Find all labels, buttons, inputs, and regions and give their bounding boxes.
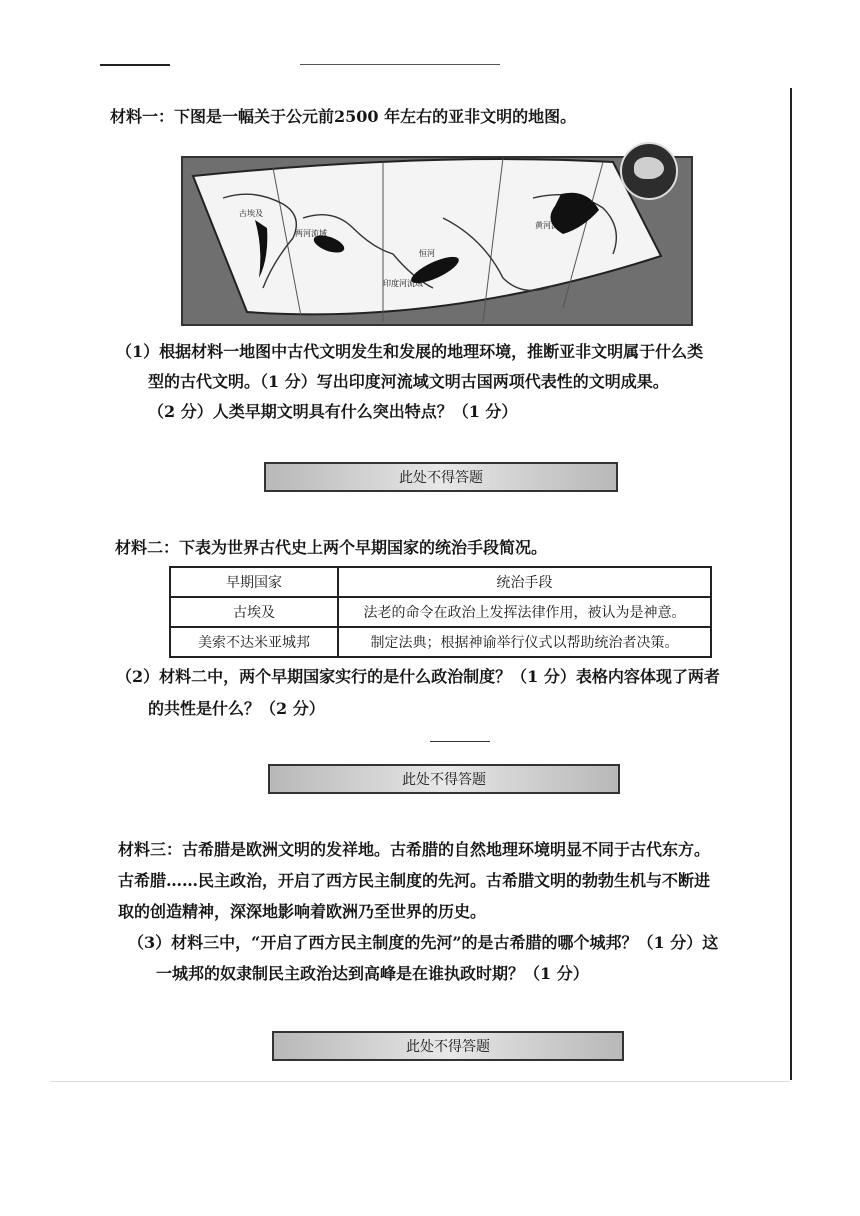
top-rule-right	[300, 64, 500, 65]
q1-line3: （2 分）人类早期文明具有什么突出特点？（1 分）	[148, 402, 518, 421]
ancient-civilizations-map	[181, 156, 693, 326]
binding-line	[790, 88, 792, 1080]
material1-text: 下图是一幅关于公元前2500 年左右的亚非文明的地图。	[174, 107, 577, 126]
map-label-3: 印度河流域	[383, 279, 423, 288]
material3-line2: 古希腊……民主政治，开启了西方民主制度的先河。古希腊文明的勃勃生机与不断进	[118, 871, 711, 890]
map-graphic	[183, 158, 691, 324]
material3-line3: 取的创造精神，深深地影响着欧洲乃至世界的历史。	[118, 902, 487, 921]
map-label-2: 两河流域	[295, 229, 327, 238]
rule-methods-table	[169, 566, 712, 658]
table-row	[170, 597, 711, 627]
material1-label: 材料一：	[110, 107, 175, 126]
table-cell-state: 美索不达米亚城邦	[170, 627, 338, 657]
table-header-row	[170, 567, 711, 597]
material2-heading	[115, 533, 547, 563]
q1-line2: 型的古代文明。（1 分）写出印度河流域文明古国两项代表性的文明成果。	[148, 372, 669, 391]
material3-line1: 材料三：古希腊是欧洲文明的发祥地。古希腊的自然地理环境明显不同于古代东方。	[118, 840, 711, 859]
table-cell-method: 法老的命令在政治上发挥法律作用，被认为是神意。	[338, 597, 711, 627]
q3-line2: 一城邦的奴隶制民主政治达到高峰是在谁执政时期？（1 分）	[156, 964, 589, 983]
map-label-4: 恒河	[419, 249, 435, 258]
map-label-5: 黄河流域	[535, 221, 567, 230]
table-header-state: 早期国家	[170, 567, 338, 597]
table-header-method: 统治手段	[338, 567, 711, 597]
map-label-1: 古埃及	[239, 209, 263, 218]
table-cell-state: 古埃及	[170, 597, 338, 627]
bottom-rule	[50, 1081, 790, 1082]
no-answer-box-1: 此处不得答题	[264, 462, 618, 492]
material1-heading	[110, 102, 576, 132]
q1-line1: （1）根据材料一地图中古代文明发生和发展的地理环境，推断亚非文明属于什么类	[116, 342, 704, 361]
globe-icon	[620, 142, 678, 200]
no-answer-box-3: 此处不得答题	[272, 1031, 624, 1061]
material2-text: 下表为世界古代史上两个早期国家的统治手段简况。	[179, 538, 548, 557]
material2-label: 材料二：	[115, 538, 180, 557]
top-rule-left	[100, 64, 170, 66]
q2-line2: 的共性是什么？（2 分）	[148, 699, 325, 718]
table-row	[170, 627, 711, 657]
stray-mark	[430, 741, 490, 742]
table-cell-method: 制定法典；根据神谕举行仪式以帮助统治者决策。	[338, 627, 711, 657]
q2-line1: （2）材料二中，两个早期国家实行的是什么政治制度？（1 分）表格内容体现了两者	[116, 667, 720, 686]
q3-line1: （3）材料三中，“开启了西方民主制度的先河”的是古希腊的哪个城邦？（1 分）这	[128, 933, 719, 952]
no-answer-box-2: 此处不得答题	[268, 764, 620, 794]
